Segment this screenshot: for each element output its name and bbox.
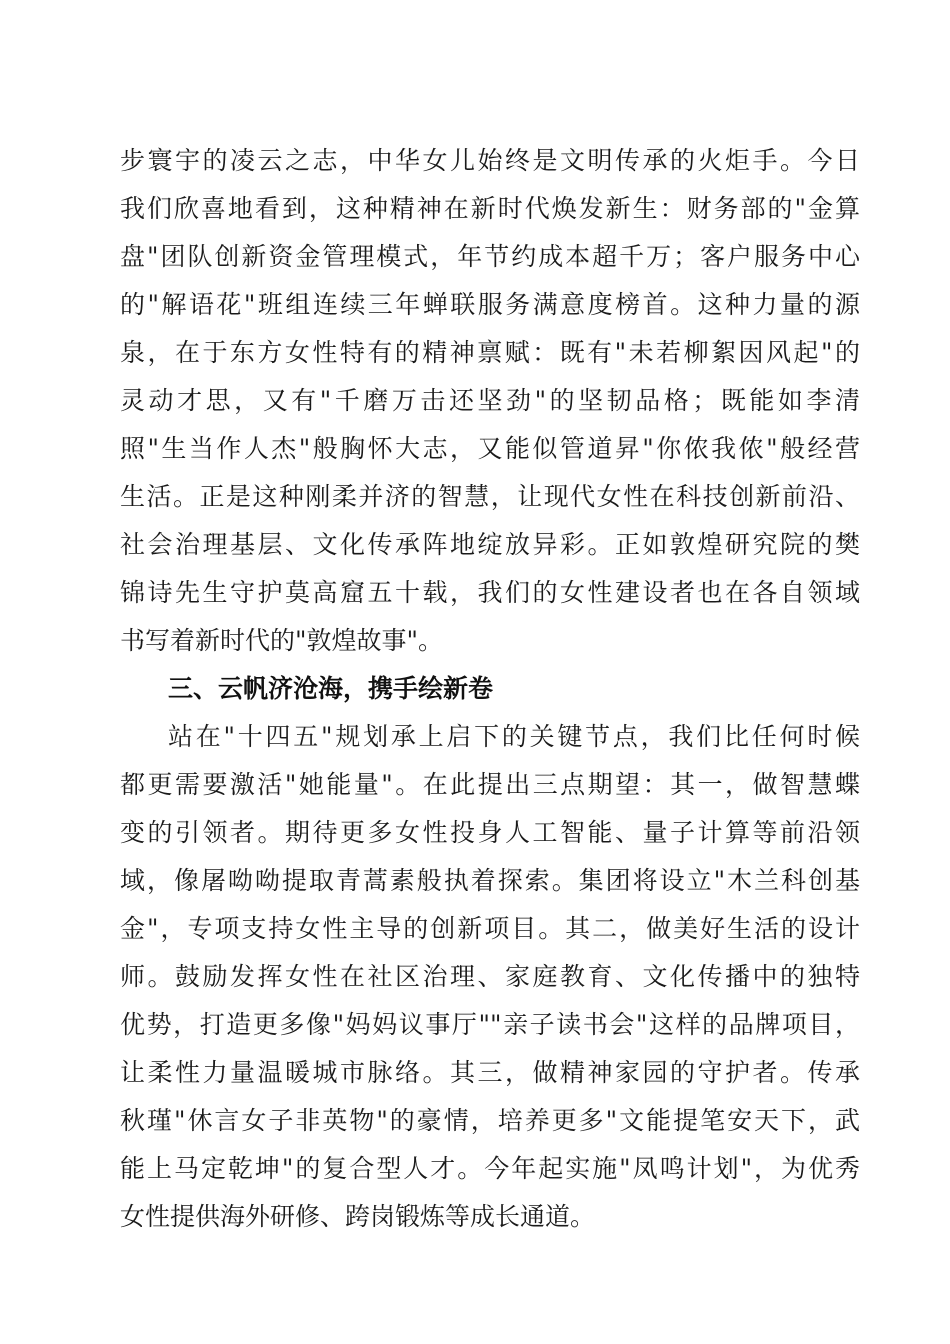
body-text-line: 泉，在于东方女性特有的精神禀赋：既有"未若柳絮因风起"的 [120, 338, 860, 367]
body-text-line: 变的引领者。期待更多女性投身人工智能、量子计算等前沿领 [120, 818, 860, 847]
body-text-line: 社会治理基层、文化传承阵地绽放异彩。正如敦煌研究院的樊 [120, 530, 860, 559]
body-text-line: 步寰宇的凌云之志，中华女儿始终是文明传承的火炬手。今日 [120, 146, 860, 175]
body-text-line: 锦诗先生守护莫高窟五十载，我们的女性建设者也在各自领域 [120, 578, 860, 607]
body-text-line: 我们欣喜地看到，这种精神在新时代焕发新生：财务部的"金算 [120, 194, 860, 223]
paragraph-first-line: 站在"十四五"规划承上启下的关键节点，我们比任何时候 [168, 722, 860, 751]
body-text-line: 书写着新时代的"敦煌故事"。 [120, 626, 443, 655]
body-text-line: 生活。正是这种刚柔并济的智慧，让现代女性在科技创新前沿、 [120, 482, 860, 511]
body-text-line: 让柔性力量温暖城市脉络。其三，做精神家园的守护者。传承 [120, 1058, 860, 1087]
body-text-line: 盘"团队创新资金管理模式，年节约成本超千万；客户服务中心 [120, 242, 860, 271]
body-text-line: 优势，打造更多像"妈妈议事厅""亲子读书会"这样的品牌项目， [120, 1010, 860, 1039]
body-text-line: 的"解语花"班组连续三年蝉联服务满意度榜首。这种力量的源 [120, 290, 860, 319]
section-heading: 三、云帆济沧海，携手绘新卷 [168, 674, 494, 703]
body-text-line: 秋瑾"休言女子非英物"的豪情，培养更多"文能提笔安天下，武 [120, 1106, 860, 1135]
body-text-line: 女性提供海外研修、跨岗锻炼等成长通道。 [120, 1202, 596, 1231]
body-text-line: 都更需要激活"她能量"。在此提出三点期望：其一，做智慧蝶 [120, 770, 860, 799]
body-text-line: 域，像屠呦呦提取青蒿素般执着探索。集团将设立"木兰科创基 [120, 866, 860, 895]
body-text-line: 照"生当作人杰"般胸怀大志，又能似管道昇"你侬我侬"般经营 [120, 434, 860, 463]
body-text-line: 能上马定乾坤"的复合型人才。今年起实施"凤鸣计划"，为优秀 [120, 1154, 860, 1183]
body-text-line: 灵动才思，又有"千磨万击还坚劲"的坚韧品格；既能如李清 [120, 386, 860, 415]
body-text-line: 师。鼓励发挥女性在社区治理、家庭教育、文化传播中的独特 [120, 962, 860, 991]
body-text-line: 金"，专项支持女性主导的创新项目。其二，做美好生活的设计 [120, 914, 860, 943]
